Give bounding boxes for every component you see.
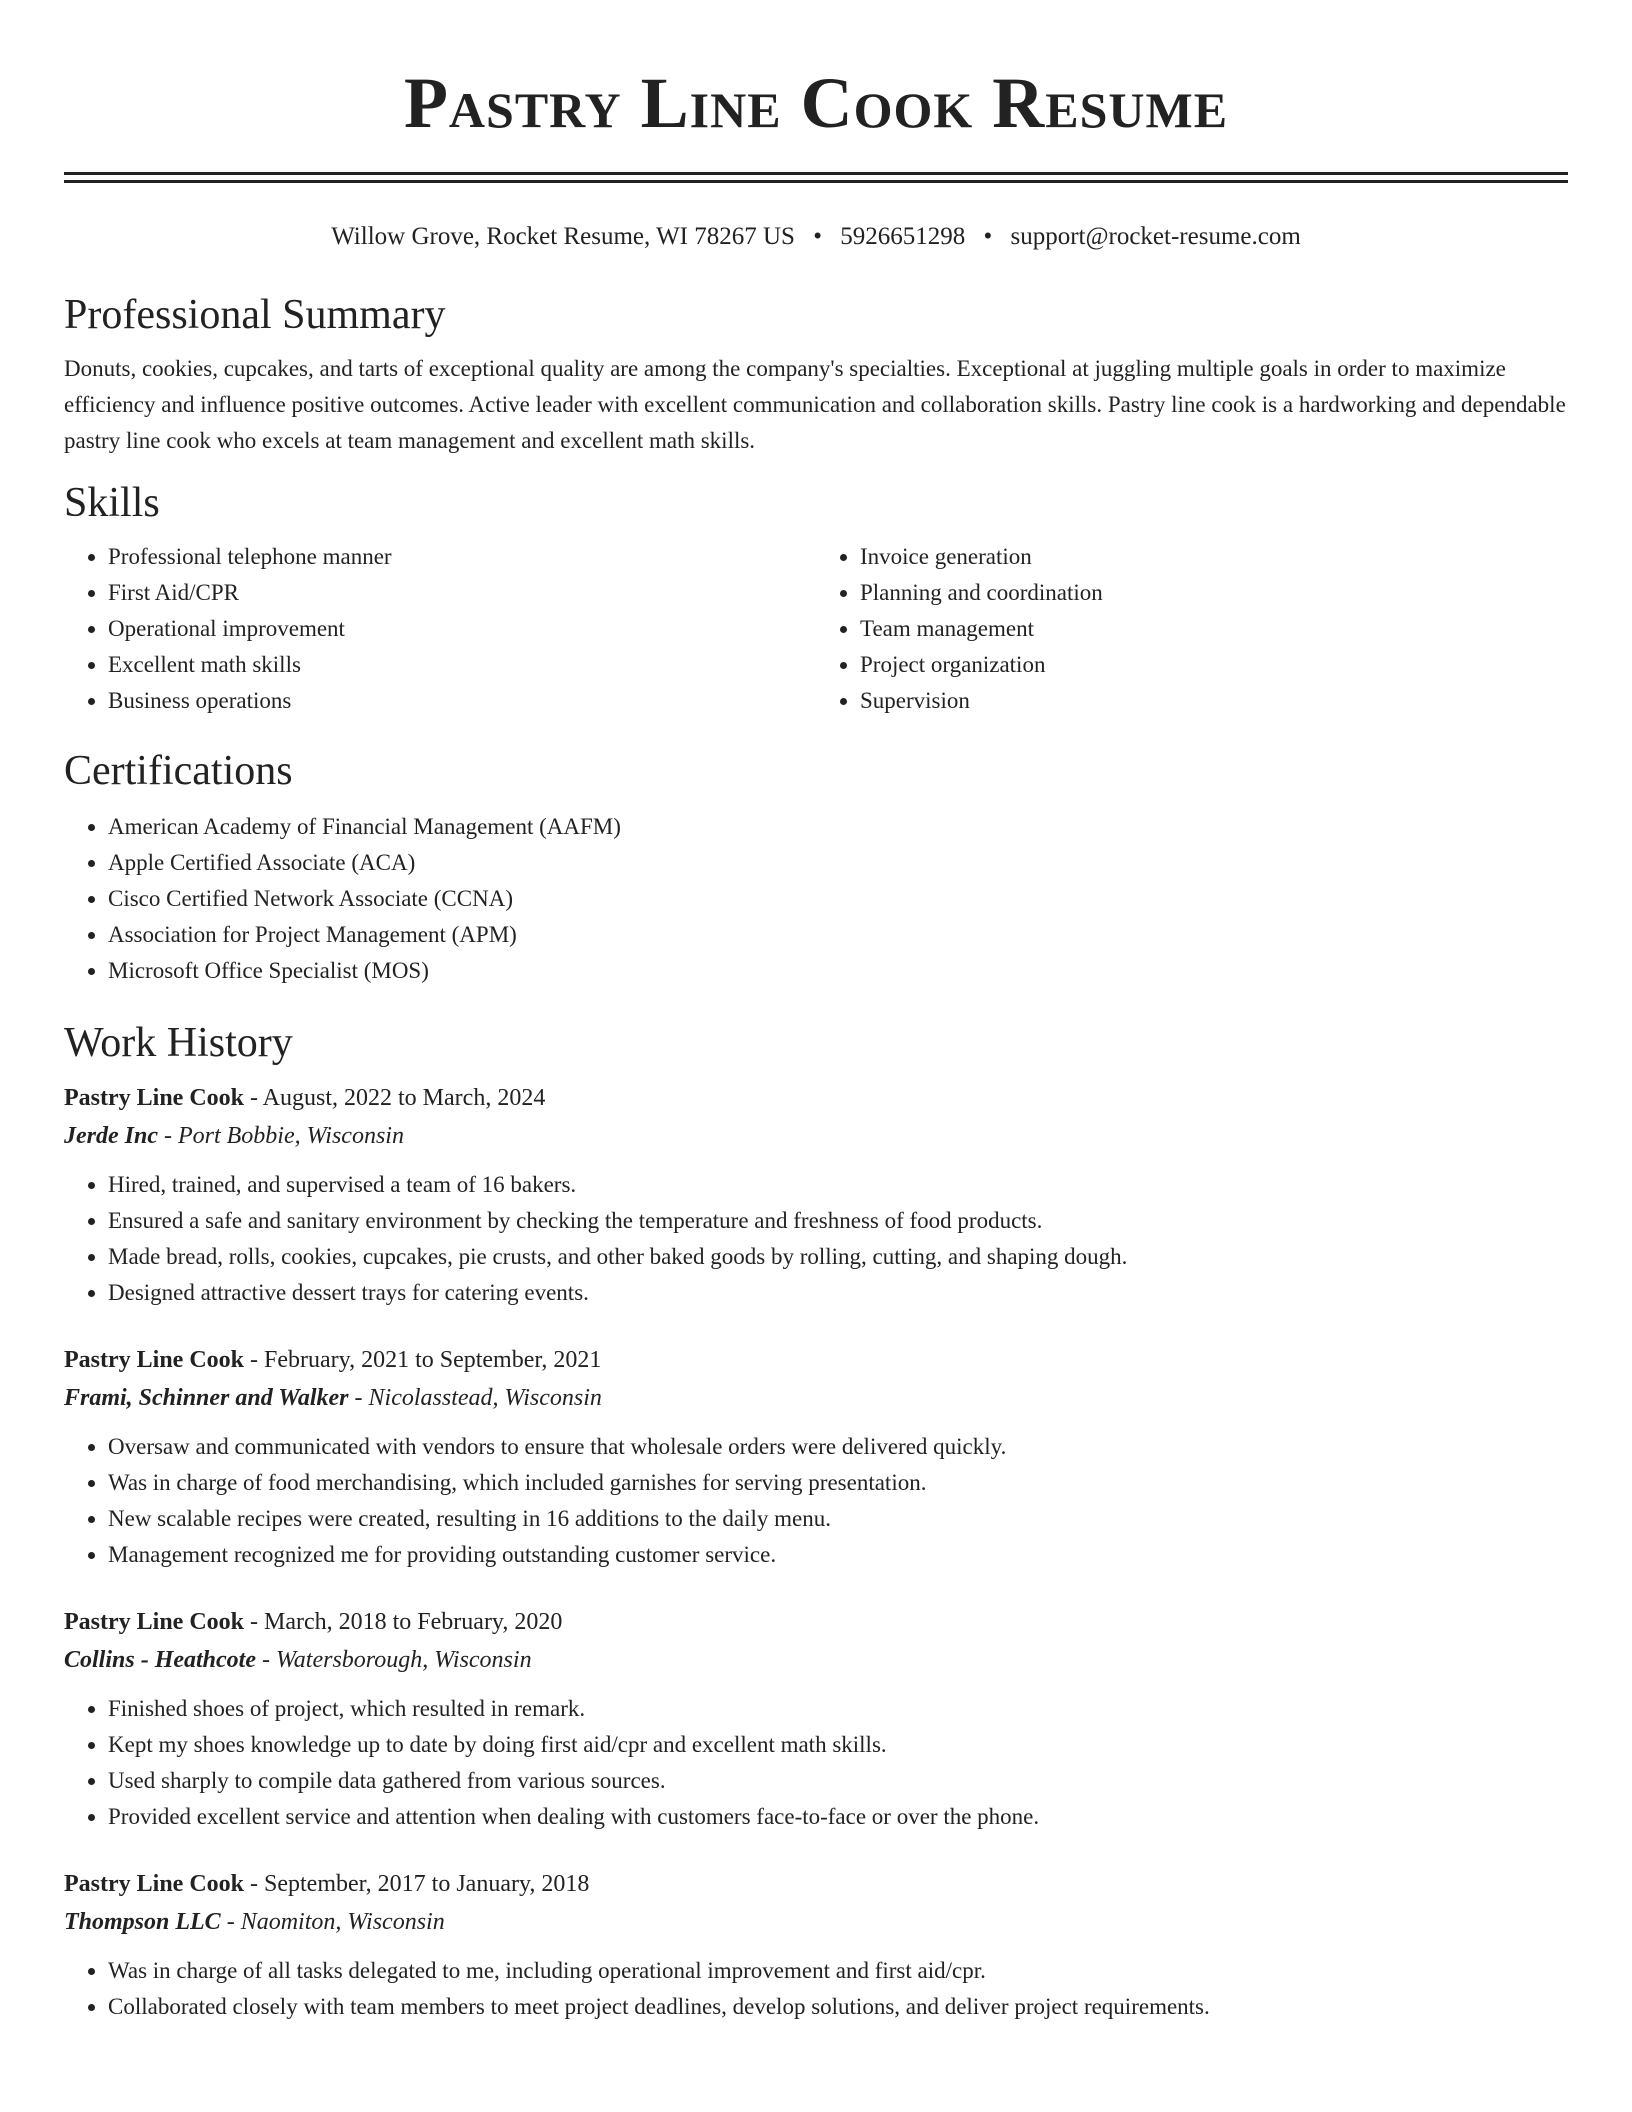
job-bullet: • Ensured a safe and sanitary environment by checking the temperature and freshness of food products. [108,1203,1568,1239]
certification-item: • American Academy of Financial Management (AAFM) [108,809,1568,845]
job-bullet: • Was in charge of all tasks delegated to me, including operational improvement and first aid/cpr. [108,1953,1568,1989]
title-divider [64,172,1568,183]
job-title: Pastry Line Cook [64,1085,244,1111]
job-company: Thompson LLC [64,1909,221,1935]
job-bullet: • Kept my shoes knowledge up to date by doing first aid/cpr and excellent math skills. [108,1727,1568,1763]
skill-item: • Excellent math skills [108,647,816,683]
skills-list-right [816,539,1568,719]
contact-separator: • [813,223,822,250]
skills-list-left [64,539,816,719]
job-title: Pastry Line Cook [64,1609,244,1635]
skill-item: • Planning and coordination [860,575,1568,611]
contact-address: Willow Grove, Rocket Resume, WI 78267 US [331,223,795,250]
job-bullet: • Was in charge of food merchandising, which included garnishes for serving presentation. [108,1465,1568,1501]
resume-title: Pastry Line Cook Resume [403,63,1229,143]
job-bullets [64,1429,1568,1573]
job-location: - Watersborough, Wisconsin [256,1647,532,1673]
job-bullet: • Provided excellent service and attention when dealing with customers face-to-face or over the phone. [108,1799,1568,1835]
skill-item: • Project organization [860,647,1568,683]
job-entry [64,1603,1568,1835]
skill-item: • Team management [860,611,1568,647]
job-title-line [64,1079,1568,1117]
job-bullet: • Collaborated closely with team members to meet project deadlines, develop solutions, and deliver project requirements. [108,1989,1568,2025]
skills-heading: Skills [64,480,160,526]
job-bullet: • Used sharply to compile data gathered from various sources. [108,1763,1568,1799]
job-bullet: • Finished shoes of project, which resulted in remark. [108,1691,1568,1727]
work-history-heading: Work History [64,1020,293,1066]
contact-line [64,217,1568,257]
job-bullets [64,1953,1568,2025]
job-bullet: • Designed attractive dessert trays for catering events. [108,1275,1568,1311]
summary-heading: Professional Summary [64,292,446,338]
certifications-list [64,809,1568,989]
work-history-section [64,1013,1568,2025]
job-dates: - August, 2022 to March, 2024 [244,1085,546,1111]
skills-section [64,473,1568,719]
job-dates: - March, 2018 to February, 2020 [244,1609,563,1635]
summary-section [64,285,1568,459]
certification-item: • Apple Certified Associate (ACA) [108,845,1568,881]
job-company-line [64,1903,1568,1941]
skill-item: • Professional telephone manner [108,539,816,575]
job-bullet: • New scalable recipes were created, resulting in 16 additions to the daily menu. [108,1501,1568,1537]
certification-item: • Cisco Certified Network Associate (CCNA) [108,881,1568,917]
job-title-line [64,1865,1568,1903]
contact-separator: • [983,223,993,250]
job-bullet: • Oversaw and communicated with vendors to ensure that wholesale orders were delivered quickly. [108,1429,1568,1465]
skill-item: • Operational improvement [108,611,816,647]
job-location: - Port Bobbie, Wisconsin [157,1123,404,1149]
skill-item: • First Aid/CPR [108,575,816,611]
certification-item: • Association for Project Management (APM) [108,917,1568,953]
job-title-line [64,1603,1568,1641]
job-company: Frami, Schinner and Walker [64,1385,349,1411]
certifications-section [64,741,1568,989]
job-bullet: • Management recognized me for providing outstanding customer service. [108,1537,1568,1573]
job-company-line [64,1641,1568,1679]
skills-columns [64,539,1568,719]
job-title: Pastry Line Cook [64,1871,244,1897]
certifications-heading: Certifications [64,748,293,794]
job-location: - Naomiton, Wisconsin [220,1909,445,1935]
job-title-line [64,1341,1568,1379]
contact-phone: 5926651298 [840,223,966,250]
job-company-line [64,1379,1568,1417]
job-location: - Nicolasstead, Wisconsin [348,1385,602,1411]
job-bullet: • Made bread, rolls, cookies, cupcakes, pie crusts, and other baked goods by rolling, cutting, and shaping dough. [108,1239,1568,1275]
job-company-line [64,1117,1568,1155]
job-title: Pastry Line Cook [64,1347,244,1373]
job-bullet: • Hired, trained, and supervised a team of 16 bakers. [108,1167,1568,1203]
job-entry [64,1865,1568,2025]
job-bullets [64,1167,1568,1311]
job-company: Collins - Heathcote [64,1647,256,1673]
resume-page [64,0,1568,2055]
job-dates: - February, 2021 to September, 2021 [244,1347,602,1373]
skill-item: • Invoice generation [860,539,1568,575]
contact-email[interactable]: support@rocket-resume.com [1010,223,1301,250]
job-entry [64,1341,1568,1573]
skill-item: • Business operations [108,683,816,719]
job-entry [64,1079,1568,1311]
summary-text: Donuts, cookies, cupcakes, and tarts of exceptional quality are among the company's specialties. Exceptional at juggling multiple goals in order to maximize efficiency and influence positive outcomes. Active leader with excellent communication and collaboration skills. Pastry line cook is a hardworking and dependable pastry line cook who excels at team management and excellent math skills. [64,356,1566,453]
certification-item: • Microsoft Office Specialist (MOS) [108,953,1568,989]
job-dates: - September, 2017 to January, 2018 [244,1871,590,1897]
skill-item: • Supervision [860,683,1568,719]
job-company: Jerde Inc [64,1123,158,1149]
job-bullets [64,1691,1568,1835]
